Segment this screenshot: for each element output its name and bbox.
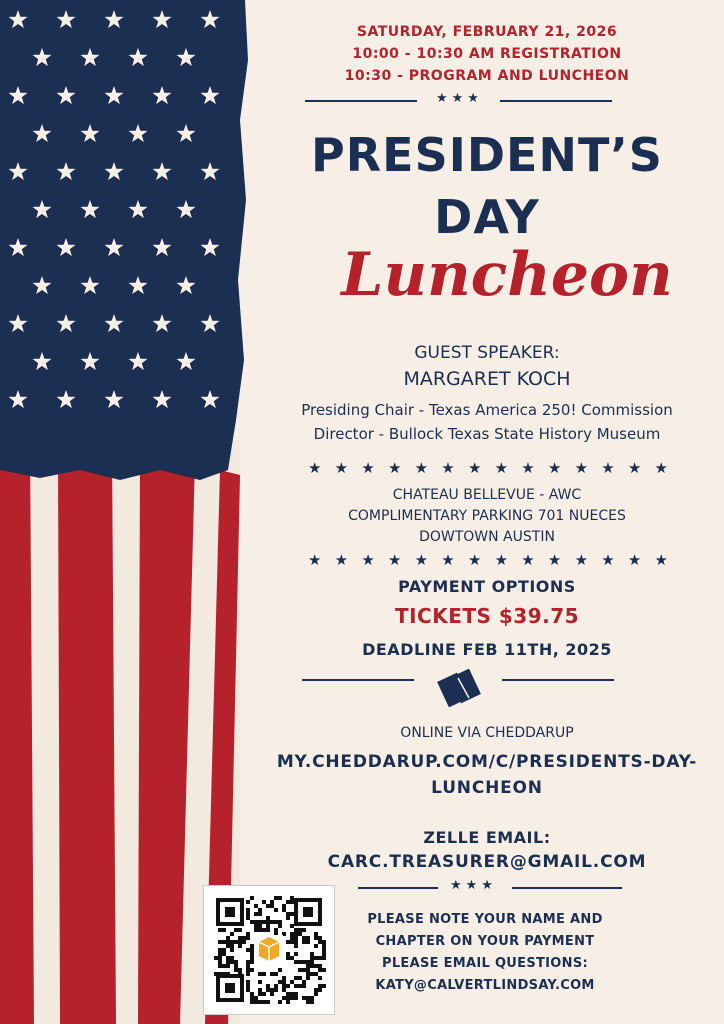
ticket-price: TICKETS $39.75 [394, 604, 580, 628]
program-time: 10:30 - PROGRAM AND LUNCHEON [344, 68, 630, 84]
speaker-name: MARGARET KOCH [403, 368, 571, 390]
registration-time: 10:00 - 10:30 AM REGISTRATION [352, 46, 622, 62]
title-day: DAY [434, 190, 540, 244]
event-date: SATURDAY, FEBRUARY 21, 2026 [356, 24, 618, 40]
american-flag-graphic [0, 0, 260, 1024]
payment-url-line2[interactable]: LUNCHEON [431, 778, 543, 798]
payment-heading: PAYMENT OPTIONS [398, 577, 576, 596]
venue-parking: COMPLIMENTARY PARKING 701 NUECES [348, 508, 626, 524]
speaker-role-2: Director - Bullock Texas State History Museum [313, 425, 661, 443]
online-label: ONLINE VIA CHEDDARUP [400, 725, 574, 741]
divider-note-right [512, 887, 622, 889]
divider-note-left [358, 887, 438, 889]
qr-code[interactable] [203, 885, 335, 1015]
title-presidents: PRESIDENT’S [311, 128, 663, 182]
payment-deadline: DEADLINE FEB 11TH, 2025 [362, 640, 612, 659]
divider-right [500, 100, 612, 102]
payment-url-line1[interactable]: MY.CHEDDARUP.COM/C/PRESIDENTS-DAY- [276, 752, 698, 772]
note-line-2: CHAPTER ON YOUR PAYMENT [375, 934, 595, 949]
qr-code-icon [204, 886, 334, 1014]
divider-left [305, 100, 417, 102]
note-line-3: PLEASE EMAIL QUESTIONS: [382, 956, 588, 971]
tickets-icon [436, 662, 486, 712]
divider-ticket-left [302, 679, 414, 681]
venue-name: CHATEAU BELLEVUE - AWC [392, 487, 582, 503]
content-column [250, 0, 724, 1024]
zelle-label: ZELLE EMAIL: [423, 828, 551, 847]
venue-city: DOWTOWN AUSTIN [419, 529, 555, 545]
star-row-bottom: ★ ★ ★ ★ ★ ★ ★ ★ ★ ★ ★ ★ ★ ★ [308, 551, 668, 569]
zelle-email[interactable]: CARC.TREASURER@GMAIL.COM [327, 852, 647, 872]
contact-email[interactable]: KATY@CALVERTLINDSAY.COM [375, 978, 595, 993]
note-line-1: PLEASE NOTE YOUR NAME AND [367, 912, 603, 927]
speaker-role-1: Presiding Chair - Texas America 250! Commission [301, 401, 673, 419]
divider-ticket-right [502, 679, 614, 681]
star-row-top: ★ ★ ★ ★ ★ ★ ★ ★ ★ ★ ★ ★ ★ ★ [308, 459, 668, 477]
speaker-heading: GUEST SPEAKER: [414, 343, 560, 363]
divider-stars-icon: ★★★ [436, 91, 483, 106]
title-luncheon: Luncheon [341, 240, 673, 310]
note-stars-icon: ★★★ [450, 878, 497, 893]
